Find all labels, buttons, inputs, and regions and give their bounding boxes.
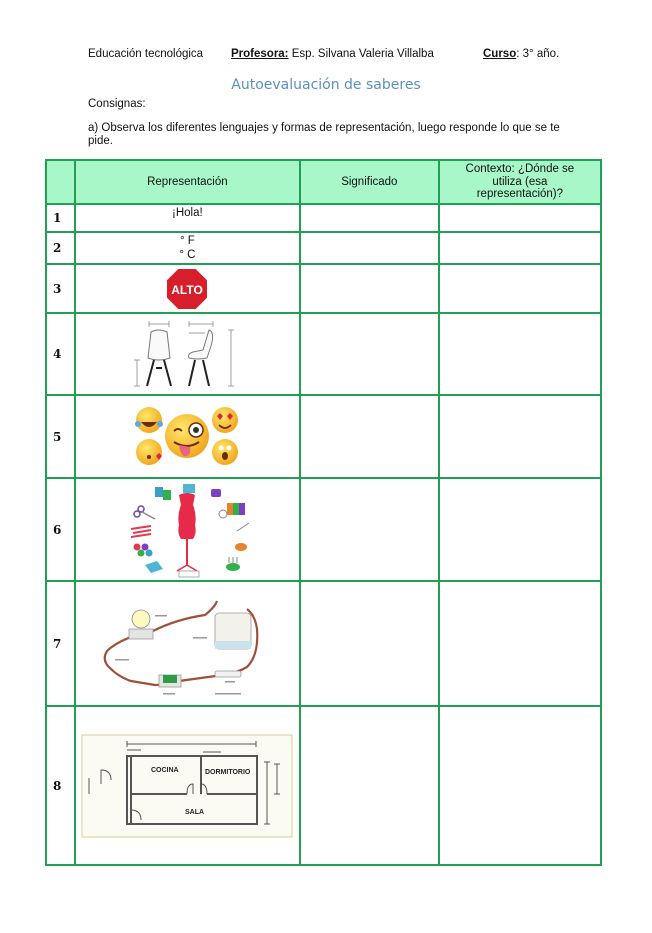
consignas-label: Consignas: [88, 98, 146, 110]
table-row [46, 204, 601, 232]
bulb-icon [132, 610, 150, 628]
table-row [46, 395, 601, 478]
kissing-emoji-icon [136, 439, 162, 465]
table-row [46, 478, 601, 581]
chair-drawing-icon [127, 318, 247, 390]
col-header-contexto: Contexto: ¿Dónde se utiliza (esa representación)? [439, 160, 601, 204]
representation-cell [75, 204, 300, 232]
representation-cell [75, 706, 300, 865]
table-row [46, 581, 601, 706]
row-number: 3 [46, 264, 75, 313]
significado-cell[interactable] [300, 232, 439, 264]
fahrenheit-text: ° F [179, 235, 195, 247]
contexto-cell[interactable] [439, 478, 601, 581]
col-header-significado: Significado [300, 160, 439, 204]
sewing-tools-icon [107, 481, 267, 579]
representation-cell [75, 313, 300, 395]
row-number: 7 [46, 581, 75, 706]
laughing-emoji-icon [136, 407, 162, 433]
significado-cell[interactable] [300, 706, 439, 865]
mannequin-icon [179, 493, 196, 539]
page-title: Autoevaluación de saberes [231, 77, 421, 93]
representation-cell [75, 581, 300, 706]
table-row [46, 264, 601, 313]
row-number: 4 [46, 313, 75, 395]
instruction-text: a) Observa los diferentes lenguajes y formas de representación, luego responde lo que se te pide. [88, 122, 560, 147]
course-label: Curso [483, 48, 517, 60]
col-header-number [46, 160, 75, 204]
row-number: 5 [46, 395, 75, 478]
row-number: 1 [46, 204, 75, 232]
teacher-name: Esp. Silvana Valeria Villalba [288, 48, 434, 60]
teacher-label: Profesora: [231, 48, 289, 60]
plan-label-dormitorio: DORMITORIO [205, 768, 251, 776]
plan-label-sala: SALA [185, 808, 205, 816]
contexto-cell[interactable] [439, 395, 601, 478]
hola-text: ¡Hola! [172, 207, 203, 219]
plan-label-cocina: COCINA [151, 766, 179, 774]
significado-cell[interactable] [300, 478, 439, 581]
significado-cell[interactable] [300, 264, 439, 313]
col-header-representacion: Representación [75, 160, 300, 204]
electric-circuit-icon [97, 589, 277, 699]
representation-cell [75, 395, 300, 478]
significado-cell[interactable] [300, 313, 439, 395]
contexto-cell[interactable] [439, 313, 601, 395]
floor-plan-icon [81, 734, 293, 838]
row-number: 2 [46, 232, 75, 264]
emoji-faces-icon [127, 404, 247, 470]
contexto-cell[interactable] [439, 581, 601, 706]
table-row [46, 313, 601, 395]
contexto-cell[interactable] [439, 232, 601, 264]
significado-cell[interactable] [300, 395, 439, 478]
representation-cell [75, 478, 300, 581]
subject-label: Educación tecnológica [88, 48, 204, 60]
table-row [46, 706, 601, 865]
significado-cell[interactable] [300, 581, 439, 706]
teacher-info [231, 48, 434, 60]
representation-cell [75, 264, 300, 313]
contexto-cell[interactable] [439, 706, 601, 865]
fuse-icon [215, 671, 241, 677]
contexto-cell[interactable] [439, 204, 601, 232]
significado-cell[interactable] [300, 204, 439, 232]
stop-sign-icon [166, 268, 208, 310]
table-header-row [46, 160, 601, 204]
representation-cell [75, 232, 300, 264]
course-info [483, 48, 559, 60]
evaluation-table [45, 159, 602, 866]
heart-eyes-emoji-icon [212, 407, 238, 433]
table-row [46, 232, 601, 264]
row-number: 6 [46, 478, 75, 581]
row-number: 8 [46, 706, 75, 865]
celsius-text: ° C [179, 249, 196, 261]
stop-sign-text: ALTO [171, 282, 204, 297]
course-value: : 3° año. [516, 48, 560, 60]
contexto-cell[interactable] [439, 264, 601, 313]
